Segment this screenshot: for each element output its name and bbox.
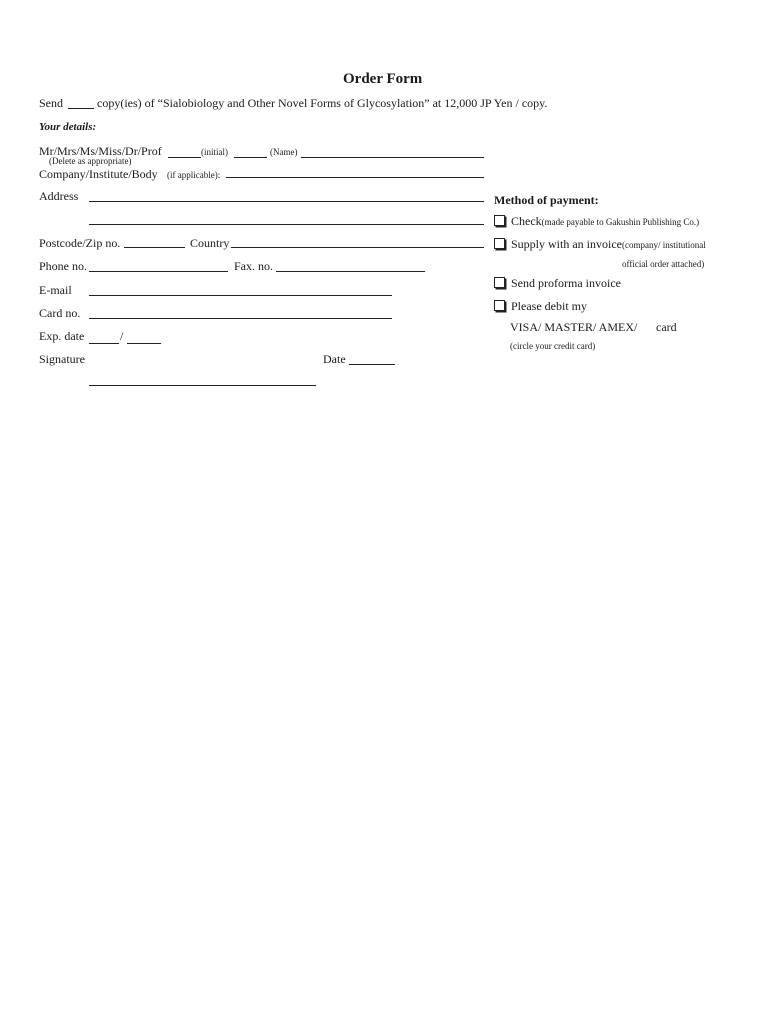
check-checkbox[interactable] <box>494 215 505 226</box>
debit-checkbox[interactable] <box>494 300 505 311</box>
phone-label: Phone no. <box>39 259 87 273</box>
address-label: Address <box>39 189 79 203</box>
name-field[interactable] <box>301 157 484 158</box>
payment-heading: Method of payment: <box>494 193 599 207</box>
invoice-note-2: official order attached) <box>622 259 705 269</box>
country-field[interactable] <box>231 247 484 248</box>
debit-label: Please debit my <box>511 299 587 313</box>
email-label: E-mail <box>39 283 72 297</box>
postcode-label: Postcode/Zip no. <box>39 236 121 250</box>
initial-label: (initial) <box>201 147 228 157</box>
company-label: Company/Institute/Body <box>39 167 158 181</box>
fax-label: Fax. no. <box>234 259 273 273</box>
card-label: Card no. <box>39 306 81 320</box>
delete-note: (Delete as appropriate) <box>49 156 132 166</box>
exp-separator: / <box>120 329 124 343</box>
your-details-heading: Your details: <box>39 121 97 133</box>
address-field-1[interactable] <box>89 201 484 202</box>
signature-label: Signature <box>39 352 85 366</box>
exp-year-field[interactable] <box>127 343 161 344</box>
date-field[interactable] <box>349 364 395 365</box>
company-note: (if applicable): <box>167 170 221 180</box>
salutation-field[interactable] <box>168 157 201 158</box>
address-field-2[interactable] <box>89 224 484 225</box>
card-word: card <box>656 320 677 334</box>
exp-label: Exp. date <box>39 329 85 343</box>
invoice-note: (company/ institutional <box>622 240 706 250</box>
signature-field[interactable] <box>89 385 316 386</box>
postcode-field[interactable] <box>124 247 185 248</box>
check-label: Check <box>511 214 542 228</box>
proforma-checkbox[interactable] <box>494 277 505 288</box>
company-field[interactable] <box>226 177 484 178</box>
card-field[interactable] <box>89 318 392 319</box>
country-label: Country <box>190 236 230 250</box>
circle-note: (circle your credit card) <box>510 341 596 351</box>
initial-field[interactable] <box>234 157 267 158</box>
copies-field[interactable] <box>68 108 94 109</box>
exp-month-field[interactable] <box>89 343 119 344</box>
payment-proforma[interactable] <box>494 276 621 291</box>
date-label: Date <box>323 352 346 366</box>
check-note: (made payable to Gakushin Publishing Co.) <box>541 217 700 227</box>
payment-check[interactable] <box>494 214 699 229</box>
payment-debit[interactable] <box>494 299 587 314</box>
phone-field[interactable] <box>89 271 228 272</box>
send-prefix: Send <box>39 96 63 110</box>
salutation-label: Mr/Mrs/Ms/Miss/Dr/Prof <box>39 144 162 158</box>
card-options[interactable]: VISA/ MASTER/ AMEX/ <box>510 320 638 334</box>
fax-field[interactable] <box>276 271 425 272</box>
invoice-label: Supply with an invoice <box>511 237 622 251</box>
page-title: Order Form <box>343 71 423 87</box>
name-label: (Name) <box>270 147 298 157</box>
proforma-label: Send proforma invoice <box>511 276 621 290</box>
payment-invoice[interactable] <box>494 237 706 252</box>
send-suffix: copy(ies) of “Sialobiology and Other Novel Forms of Glycosylation” at 12,000 JP Yen / copy. <box>97 96 548 110</box>
email-field[interactable] <box>89 295 392 296</box>
invoice-checkbox[interactable] <box>494 238 505 249</box>
